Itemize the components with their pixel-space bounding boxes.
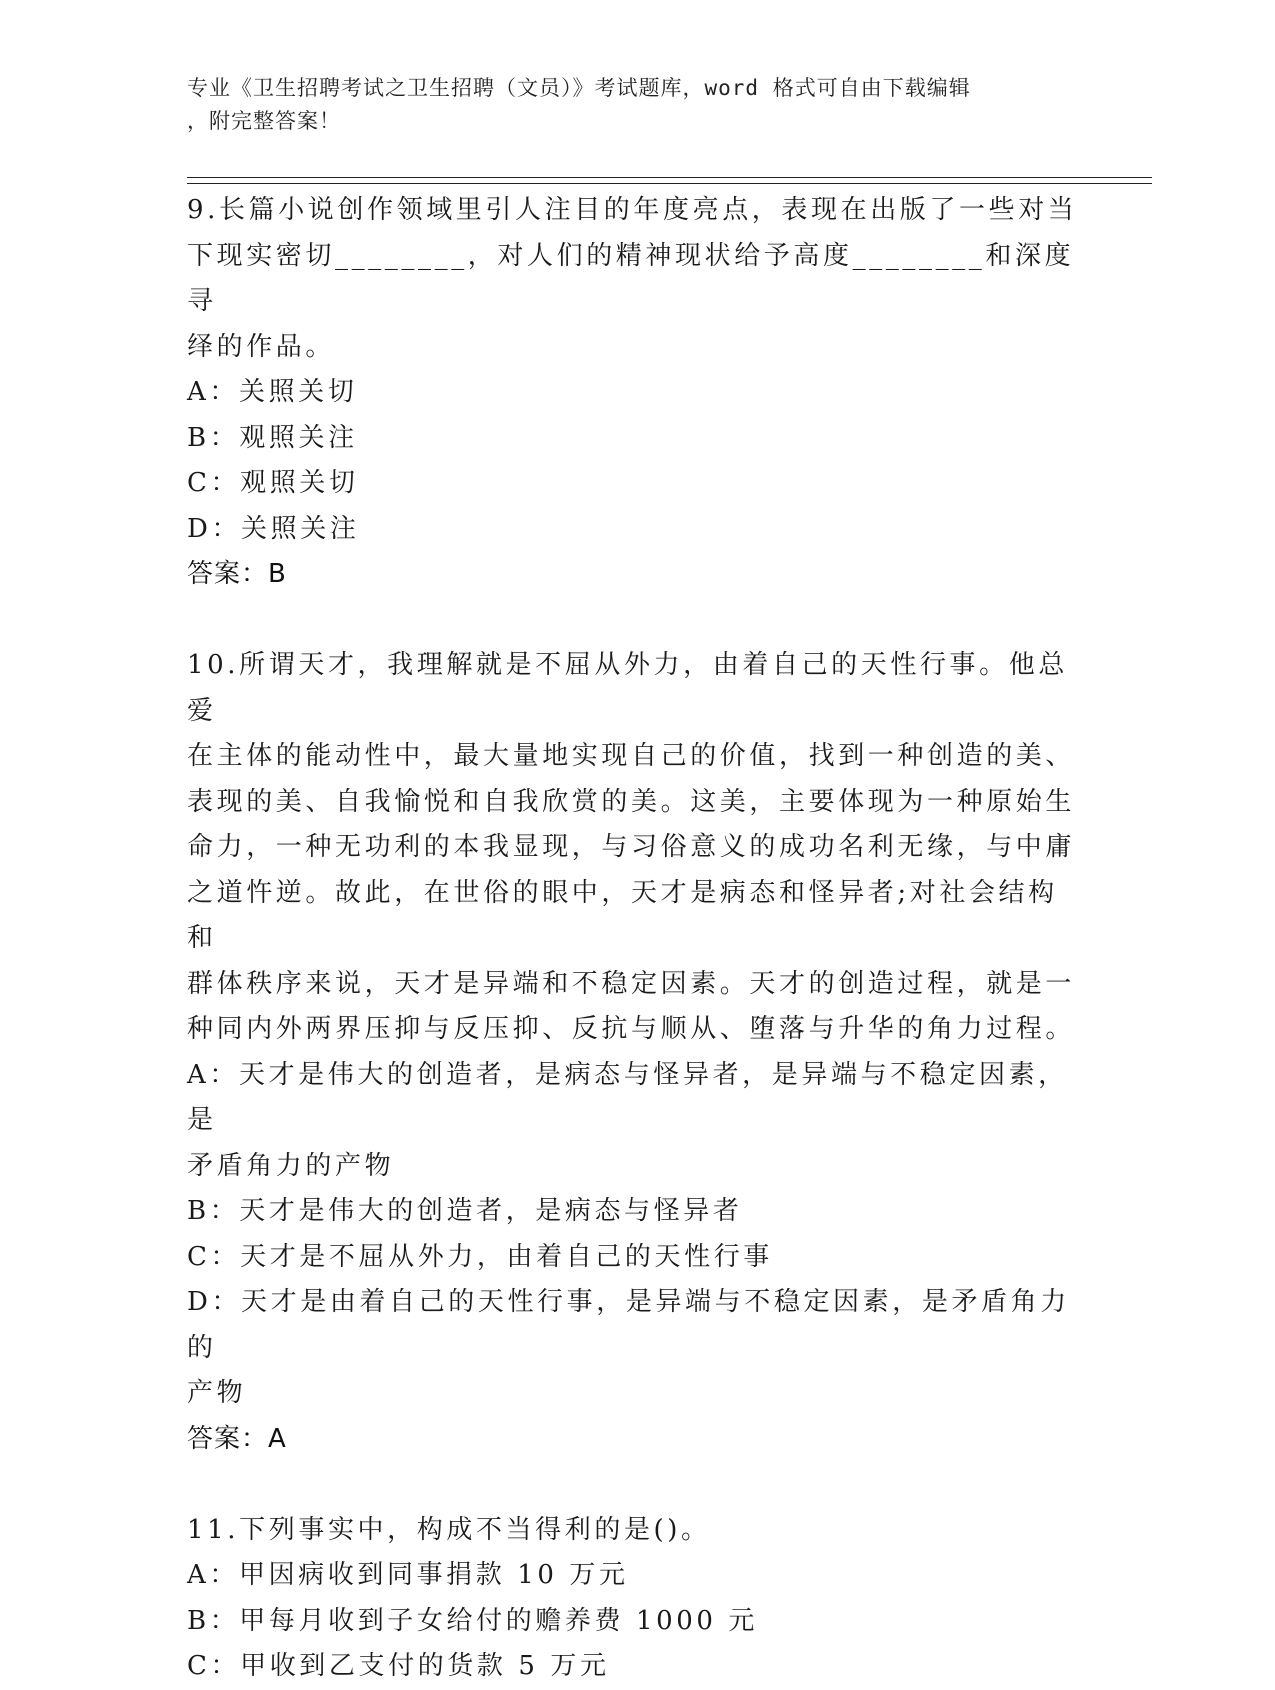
option-c: C：观照关切 [187,468,359,498]
document-header [187,72,1067,138]
answer-line: 答案：B [187,559,287,589]
stem-line: 种同内外两界压抑与反压抑、反抗与顺从、堕落与升华的角力过程。 [187,1014,1076,1044]
option-a: A：甲因病收到同事捐款 10 万元 [187,1560,629,1590]
stem-line: 在主体的能动性中，最大量地实现自己的价值，找到一种创造的美、 [187,741,1076,771]
stem-line: 群体秩序来说，天才是异端和不稳定因素。天才的创造过程，就是一 [187,968,1076,999]
question-stem [187,643,1087,1053]
header-divider [187,183,1152,184]
question-10 [187,643,1087,1462]
stem-line: 下现实密切________，对人们的精神现状给予高度________和深度寻 [187,240,1075,316]
question-spacer [187,1462,1087,1508]
option-b: B：甲每月收到子女给付的赡养费 1000 元 [187,1605,759,1636]
option-c: C：天才是不屈从外力，由着自己的天性行事 [187,1241,773,1272]
question-list [187,188,1087,1690]
stem-line: 绎的作品。 [187,331,336,362]
question-9 [187,188,1087,598]
option-a: A：天才是伟大的创造者，是病态与怪异者，是异端与不稳定因素，是 矛盾角力的产物 [187,1059,1068,1181]
option-b: B：天才是伟大的创造者，是病态与怪异者 [187,1196,743,1226]
option-c: C：甲收到乙支付的货款 5 万元 [187,1651,610,1681]
question-stem [187,1508,1087,1554]
stem-line: 10.所谓天才，我理解就是不屈从外力，由着自己的天性行事。他总爱 [187,650,1068,726]
option-d: D：关照关注 [187,513,360,544]
stem-line: 表现的美、自我愉悦和自我欣赏的美。这美，主要体现为一种原始生 [187,786,1076,817]
option-d: D：天才是由着自己的天性行事，是异端与不稳定因素，是矛盾角力的 产物 [187,1287,1070,1408]
header-divider [187,177,1152,178]
stem-line: 11.下列事实中，构成不当得利的是()。 [187,1514,711,1545]
stem-line: 之道忤逆。故此，在世俗的眼中，天才是病态和怪异者;对社会结构和 [187,877,1058,953]
option-b: B：观照关注 [187,422,358,453]
answer-line: 答案：A [187,1423,287,1454]
option-a: A：关照关切 [187,377,358,407]
question-spacer [187,598,1087,644]
header-line: 专业《卫生招聘考试之卫生招聘（文员）》考试题库，word 格式可自由下载编辑 [187,76,971,100]
stem-line: 命力，一种无功利的本我显现，与习俗意义的成功名利无缘，与中庸 [187,832,1076,862]
question-11 [187,1508,1087,1690]
stem-line: 9.长篇小说创作领域里引人注目的年度亮点，表现在出版了一些对当 [187,195,1078,225]
header-line: ，附完整答案！ [187,109,341,133]
question-stem [187,188,1087,370]
